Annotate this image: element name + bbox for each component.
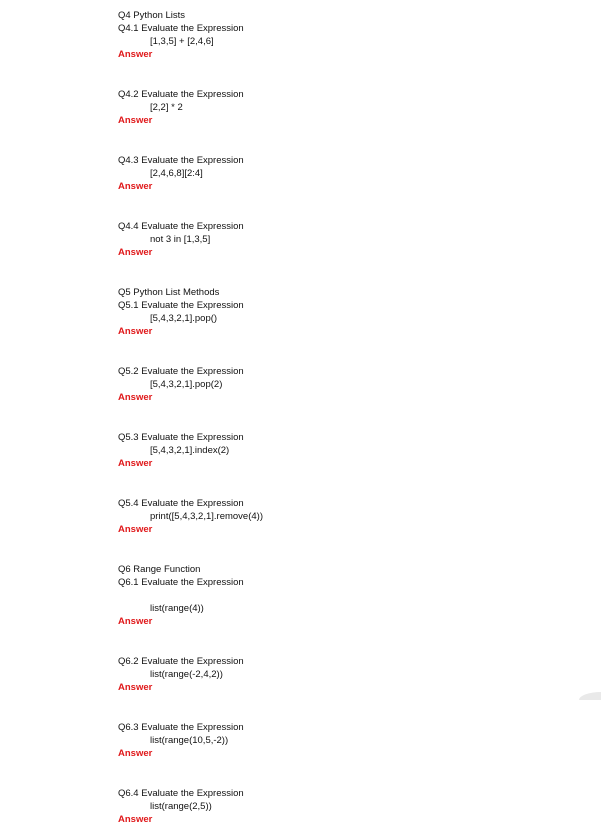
question-prompt: Q6.3 Evaluate the Expression — [118, 722, 244, 733]
question-block-q4-1 — [118, 9, 588, 62]
question-block-q6-4 — [118, 787, 588, 827]
answer-label[interactable]: Answer — [118, 247, 153, 258]
answer-label[interactable]: Answer — [118, 115, 153, 126]
question-expression: [2,4,6,8][2:4] — [150, 168, 203, 179]
question-expression: print([5,4,3,2,1].remove(4)) — [150, 511, 263, 522]
spacer — [118, 589, 588, 602]
question-block-q4-4 — [118, 220, 588, 260]
question-block-q5-4 — [118, 497, 588, 537]
question-prompt: Q5.4 Evaluate the Expression — [118, 498, 244, 509]
answer-label[interactable]: Answer — [118, 181, 153, 192]
question-expression: list(range(4)) — [150, 603, 204, 614]
question-expression: [5,4,3,2,1].pop() — [150, 313, 218, 324]
worksheet — [118, 9, 588, 827]
section-title-q5: Q5 Python List Methods — [118, 287, 220, 298]
answer-label[interactable]: Answer — [118, 524, 153, 535]
section-title-q4: Q4 Python Lists — [118, 10, 186, 21]
question-expression: [5,4,3,2,1].pop(2) — [150, 379, 223, 390]
question-block-q5-1 — [118, 286, 588, 339]
question-prompt: Q6.2 Evaluate the Expression — [118, 656, 244, 667]
question-block-q6-1 — [118, 563, 588, 629]
question-prompt: Q4.3 Evaluate the Expression — [118, 155, 244, 166]
question-prompt: Q4.2 Evaluate the Expression — [118, 89, 244, 100]
question-expression: not 3 in [1,3,5] — [150, 234, 211, 245]
answer-label[interactable]: Answer — [118, 392, 153, 403]
question-expression: list(range(10,5,-2)) — [150, 735, 229, 746]
question-prompt: Q4.1 Evaluate the Expression — [118, 23, 244, 34]
section-title-q6: Q6 Range Function — [118, 564, 201, 575]
question-expression: [2,2] * 2 — [150, 102, 183, 113]
answer-label[interactable]: Answer — [118, 326, 153, 337]
question-prompt: Q4.4 Evaluate the Expression — [118, 221, 244, 232]
question-expression: list(range(-2,4,2)) — [150, 669, 223, 680]
question-block-q6-3 — [118, 721, 588, 761]
answer-label[interactable]: Answer — [118, 458, 153, 469]
question-block-q5-3 — [118, 431, 588, 471]
question-block-q5-2 — [118, 365, 588, 405]
question-prompt: Q6.4 Evaluate the Expression — [118, 788, 244, 799]
question-expression: [5,4,3,2,1].index(2) — [150, 445, 230, 456]
question-prompt: Q5.2 Evaluate the Expression — [118, 366, 244, 377]
answer-label[interactable]: Answer — [118, 682, 153, 693]
question-block-q6-2 — [118, 655, 588, 695]
answer-label[interactable]: Answer — [118, 814, 153, 825]
question-expression: [1,3,5] + [2,4,6] — [150, 36, 214, 47]
question-expression: list(range(2,5)) — [150, 801, 212, 812]
answer-label[interactable]: Answer — [118, 49, 153, 60]
question-prompt: Q5.3 Evaluate the Expression — [118, 432, 244, 443]
question-prompt: Q5.1 Evaluate the Expression — [118, 300, 244, 311]
question-prompt: Q6.1 Evaluate the Expression — [118, 577, 244, 588]
question-block-q4-3 — [118, 154, 588, 194]
answer-label[interactable]: Answer — [118, 616, 153, 627]
answer-label[interactable]: Answer — [118, 748, 153, 759]
question-block-q4-2 — [118, 88, 588, 128]
